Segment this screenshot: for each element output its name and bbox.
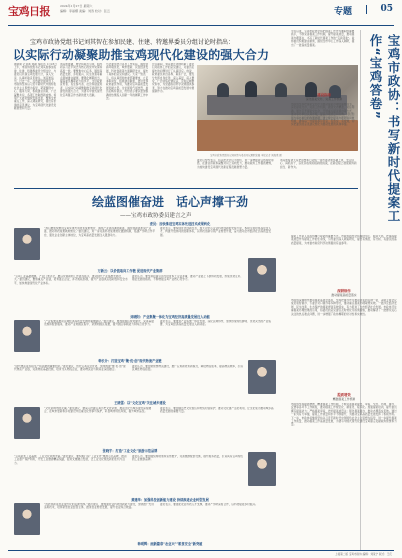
footer-rule: [8, 550, 394, 551]
sidebar-intro: 今年以来，宝鸡市政协坚持把提案工作作为履职的重要抓手，不断完善提案工作机制，提升提案质量，推动提案办理落实，书写了新时代提案工作的“宝鸡答卷”。政协委员积极建言献策，围绕全市中心工作深入调研，提出了一批高质量提案。: [291, 30, 355, 47]
entry-body: 委员认为，要加强统筹规划和宣传推介，完善旅游配套设施，提升服务质量，打造具有宝鸡特色的工业旅游品牌。: [132, 455, 244, 462]
lead-continue-2: 刘其智希望大家把思想和行动统一到市委决策部署上来，坚定信心、真抓实干，以优异成绩迎接新的挑战，在新征程上展现政协新担当、新作为。: [280, 159, 357, 169]
entry-title: 委员：加快推进宝鸡实体先进技术成果转化: [149, 222, 211, 226]
headline-title: 以实际行动凝聚助推宝鸡现代化建设的强大合力: [13, 48, 270, 62]
lead-column-1: 据新闻 记者黄 刘敏 本报讯 1月23日上午，市政协党组书记刘其智参加民建、住建、特邀界委员分组讨论，与委员们共商宝鸡发展大计，深入交流、认真听取意见建议。刘其智指出，过去一年，在市委坚强领导下，市政协坚持以习近平新时代中国特色社会主义思想为指导，紧紧围绕中心，服务大局，积极建言资政、广泛凝聚共识，各项工作取得新成效。希望广大委员继续发挥优势，聚焦全市重点工作，深入调查研究，提出有价值的意见建议，为宝鸡现代化建设贡献智慧和力量。: [14, 63, 57, 111]
lead-continue-1: 委员们纷纷表示，将以此次会议为契机，进一步增强责任感和使命感，在建言资政和凝聚共识上双向发力，推动政协工作提质增效，为加快建设宝鸡现代化新征程贡献智慧力量。: [197, 159, 274, 169]
entry-body: “我们要加快推进宝鸡实体先进技术成果转化，围绕产业链部署创新链，围绕创新链布局产业链，推动科技成果就地转化。”委员建议，进一步完善科技成果转化激励机制，搭建产学研合作平台，强化企业创新主体地位，为宝鸡高质量发展注入强劲动力。: [44, 227, 156, 237]
lead-column-3: 与会委员结合各自工作实际，围绕营商环境优化、城市更新、民营经济发展、科技创新等方面踊跃发言，提出了具体的意见和建议。大家一致表示，将认真贯彻市委部署要求，立足本职岗位，积极建言献策，更好发挥政协委员作用，为推动宝鸡高质量发展贡献力量。讨论现场气氛热烈，委员们畅所欲言，纷纷表示要以更加饱满的热情投入到新一年的履职工作中去。: [106, 63, 149, 101]
portrait-photo: [248, 452, 276, 486]
entry-body: 委员认为，要坚持招商引资与培育本土企业并重，推动产业链上下游协同发展，形成优势互补、错位发展的格局，不断增强宝鸡产业核心竞争力。: [132, 275, 244, 282]
portrait-photo: [14, 407, 40, 439]
entry-body: “现代物流是连接生产和消费的重要纽带。”委员建议，依托宝鸡区位优势，加快构建“聚·优·创”现代物流产业链，完善物流基础设施，培育龙头物流企业，推动物流业与制造业深度融合。: [14, 365, 126, 372]
entry-title: 韩明辉：画新篇章“农业兴”“粮食安全”新突破: [137, 542, 203, 546]
header-rule: [8, 25, 394, 26]
photo-person: [275, 83, 287, 97]
entry-body: “宝鸡是老工业基地，工业文化资源丰富。”委员建议，要积极打造“工业文化”旅游示范品牌，推动工业遗产保护利用，开发工业旅游精品线路，促进文旅融合发展，让工业文化焕发新的生机与活力。: [14, 455, 127, 465]
photo-person: [245, 81, 257, 97]
entry-title: 王晓雷：以“文化宝鸡”关注城乡建设: [114, 401, 166, 405]
headline-subtitle: 宝鸡市政协党组书记刘其智在参加民建、住建、特邀界委员分组讨论时指出：: [30, 39, 235, 46]
sidebar-block-body: 市政协坚持提质增效，精准提案工作机制，不断完善提案提出、审查、交办、办理、督办、反馈等各环节工作制度，推动提案工作规范化、制度化、程序化。加强提案培训，提升委员撰写提案能力；严格提案审查，把好提案质量关；强化提案督办，推动办理落实见效。通过一系列有力举措，提案工作质量和水平不断提升，为推动宝鸡高质量发展发挥了积极作用。下一步，市政协将继续坚持以习近平新时代中国特色社会主义思想为指导，进一步提升提案工作质量，推动提案工作高质量发展，为谱写中国式现代化建设宝鸡篇章贡献政协智慧和力量。: [291, 403, 397, 427]
footer-line: 上接第二版 宝鸡市政协 编辑：刘景宁 版式：王庆: [335, 553, 392, 556]
entry-title: 万新云：以价值取向工作链 促进现代产业集群: [97, 269, 163, 273]
sidebar-block-subtitle: 精准提案工作机制: [332, 397, 356, 401]
entry-title: 韩长计：打造宝鸡“聚·优·创”现代物流产业链: [98, 359, 162, 363]
entry-body: 委员认为，要加快智慧物流建设，推广应用新技术新模式，降低物流成本，提高物流效率，打造区域性物流枢纽。: [132, 365, 244, 372]
entry-body: “宝鸡工业基础雄厚，产业门类齐全，要以价值取向工作链为抓手，推动现代产业集群发展壮大。”委员建议，聚焦重点产业链，培育链主企业，补齐短板弱项，提升产业链供应链韧性和安全水平，加快构建现代化产业体系。: [14, 275, 128, 285]
entry-title: 张晓宇：打造“工业文化”旅游示范品牌: [102, 449, 158, 453]
lead-column-4: 会议期间，刘其智还详细听取了委员们对政协工作的意见建议，对委员们提出的问题进行了认真回应。他说，政协委员来自各界、联系广泛，要充分发挥自身优势，深入基层、深入群众，广泛收集社情民意，及时反映群众诉求，为党委政府科学决策提供参考，努力在推动宝鸡高质量发展中展现新作为。: [152, 63, 195, 94]
portrait-photo: [14, 320, 40, 352]
page-number: 05: [380, 4, 393, 14]
portrait-photo: [248, 258, 276, 292]
sidebar-vertical-title: 宝鸡市政协：书写新时代提案工作“宝鸡答卷”: [368, 34, 401, 223]
newspaper-logo: 宝鸡日报: [8, 5, 50, 18]
sidebar-block-body: 市政协坚持把提案交办作为推动提案办理的重要环节，深化提案交办，完善工作机制，做到交办精准、责任明确。通过召开提案交办会、开展重点提案督办等方式，推动承办单位认真办理，提高办理质量和实效。同时加强与承办单位的沟通协调，建立健全提案办理跟踪问效机制，确保每一件提案都有回音、有落实、有成效，切实把委员的意见建议转化为推动发展的具体举措。: [291, 103, 355, 127]
section2-subtitle: ——宝鸡市政协委员建言之声: [120, 213, 192, 219]
section-label: 专题: [333, 7, 352, 17]
entry-body: 委员表示，要加强历史文化街区和传统村落保护，推动文化遗产活化利用，让文化成为推动城乡高质量发展的重要力量。: [160, 407, 274, 414]
photo-caption: 宝鸡市政协党组书记刘其智与委员共议履职发展 本报记者 刘海燕 摄: [210, 154, 282, 157]
entry-body: 委员表示，要强化农业科技人才支撑，推动产学研深度合作，以科技赋能乡村振兴。: [160, 503, 258, 506]
entry-title: 刘晓阳：产业集聚一体化为宝鸡经济高质量发展注入动能: [130, 315, 210, 319]
photo-person: [217, 83, 229, 97]
sidebar-block-title: 建设指南: [317, 93, 331, 97]
sidebar-block-body: 市政协深耕细作推动提案高质量落实，坚持把督办作为推动落实的关键一招，采取主席会议成员领衔督办、专委会对口督办等多种形式，推动重点提案办理取得实效。一批涉及经济发展、民生改善、生态保护的提案得到有效落实，有力促进了全市经济社会发展。市政协还注重提案办理结果的运用，将委员的意见建议及时转化为政策措施，推动解决了一批群众关心关注的热点难点问题，进一步增强了政协履职的针对性和实效性。: [291, 299, 397, 316]
entry-body: “文化是城市的灵魂。”委员建议，要深入挖掘宝鸡历史文化资源，推动文化与城乡建设深度融合，在城市更新和乡村建设中注重文化传承与保护，彰显城市特色风貌，提升城市品位。: [44, 407, 152, 414]
entry-body: 委员表示，要推进产业集聚一体化发展，深化区域协作，加快形成特色鲜明、优势突出的产业集群，为宝鸡经济高质量发展注入新动能。: [160, 320, 272, 327]
section2-title: 绘蓝图催奋进 话心声撑干劲: [92, 195, 249, 209]
issue-editors: 编辑：李丽娜 美编：刘涛 校对：张云: [60, 8, 110, 13]
issue-date: 2024年1月27日 星期六: [60, 4, 93, 8]
portrait-photo: [14, 503, 40, 535]
issue-meta: [60, 4, 180, 13]
portrait-photo: [14, 228, 40, 260]
lead-column-2: 刘其智强调，要坚持政治引领，始终同以习近平同志为核心的党中央保持高度一致。要聚焦中心任务，围绕高质量发展、乡村振兴、民生改善等重点领域建言献策。要强化履职担当，提高委员履职能力和水平，当好政策宣传者、民生参与者、社会和谐促进者，以实际行动凝聚助推宝鸡现代化建设的强大合力，为谱写中国式现代化宝鸡篇章作出新的更大贡献。: [60, 63, 103, 97]
entry-title: 黄建华：加强科技创新能力建设 持续推进农业转型发展: [131, 498, 209, 502]
entry-body: “产业集聚是推动区域经济高质量发展的重要路径。”委员建议，要加强园区规划建设，完善基础设施和配套服务，推动产业向园区集中、资源向园区集聚，提升园区承载能力和综合竞争力。: [44, 320, 154, 327]
header-divider: [366, 5, 367, 14]
sidebar-block-body: 提案工作是人民政协履行职能的重要方式。市政协始终坚持围绕中心、服务大局，把提高提案质量作为提案工作的生命线，引导委员深入调查研究，提出有情况、有分析、有建议的高质量提案，为市委市政府科学决策提供有益参考。: [291, 235, 397, 245]
sidebar-block-title: 深耕细作: [337, 289, 351, 293]
entry-body: 委员表示，要持续优化创新生态，加大对中小企业科技创新的支持力度，积极引进培育高层次人才，构建开放协同的创新体系，以科技创新引领产业转型升级，奋力推动全市经济社会高质量发展。: [160, 227, 272, 237]
portrait-photo: [248, 360, 276, 394]
sidebar-block-subtitle: 深化提案交办，完善工作机制: [305, 97, 343, 101]
sidebar-block-subtitle: 推动提案高质量落实: [331, 293, 357, 297]
sidebar-block-title: 提质增效: [337, 393, 351, 397]
entry-body: “科技创新是农业现代化的关键支撑。”委员建议，要加强农业科技创新能力建设，加快推广先进适用技术，培育新型农业经营主体，推进农业转型发展，提升农业综合效益。: [44, 503, 154, 510]
